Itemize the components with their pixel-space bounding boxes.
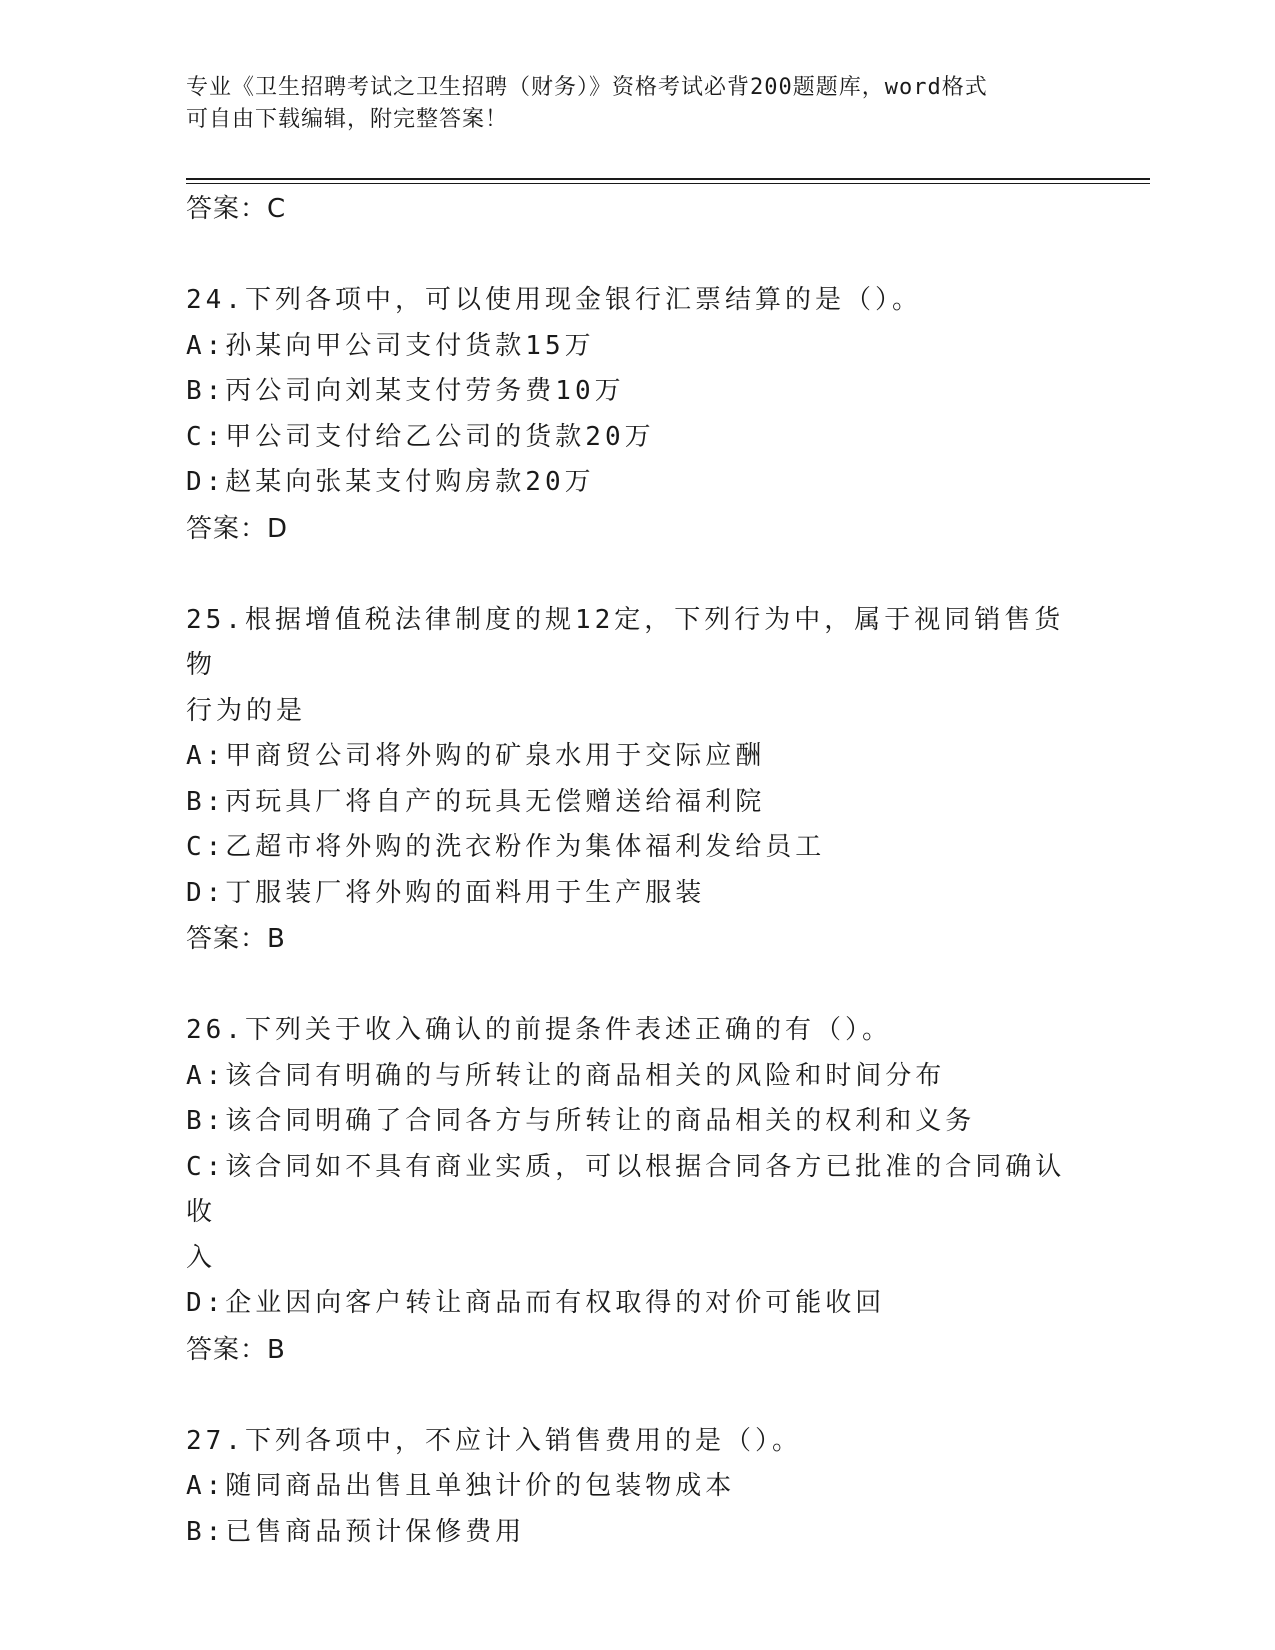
question-stem: 24.下列各项中，可以使用现金银行汇票结算的是（）。 — [186, 285, 922, 315]
header-rule-thin — [186, 183, 1150, 184]
option-c: C:甲公司支付给乙公司的货款20万 — [186, 421, 655, 452]
option-a: A:甲商贸公司将外购的矿泉水用于交际应酬 — [186, 741, 766, 771]
question-24 — [186, 278, 1086, 552]
answer-line: 答案：C — [186, 194, 287, 224]
question-26 — [186, 1008, 1086, 1373]
header-rule-thick — [186, 178, 1150, 180]
option-b: B:丙公司向刘某支付劳务费10万 — [186, 376, 625, 406]
option-a: A:孙某向甲公司支付货款15万 — [186, 330, 595, 361]
option-b: B:丙玩具厂将自产的玩具无偿赠送给福利院 — [186, 786, 766, 817]
option-c-continued: 入 — [186, 1242, 217, 1273]
question-25 — [186, 598, 1086, 963]
option-d: D:企业因向客户转让商品而有权取得的对价可能收回 — [186, 1288, 886, 1318]
option-d: D:丁服装厂将外购的面料用于生产服装 — [186, 877, 706, 908]
option-c: C:乙超市将外购的洗衣粉作为集体福利发给员工 — [186, 832, 826, 862]
option-b: B:该合同明确了合同各方与所转让的商品相关的权利和义务 — [186, 1106, 976, 1136]
document-header — [186, 72, 1066, 136]
header-line-1: 专业《卫生招聘考试之卫生招聘（财务）》资格考试必背200题题库，word格式 — [186, 75, 988, 100]
answer-line: 答案：D — [186, 513, 289, 544]
question-stem-continued: 行为的是 — [186, 695, 307, 726]
question-stem: 26.下列关于收入确认的前提条件表述正确的有（）。 — [186, 1015, 892, 1045]
answer-line: 答案：B — [186, 924, 286, 954]
question-stem: 25.根据增值税法律制度的规12定，下列行为中，属于视同销售货物 — [186, 604, 1065, 680]
header-line-2: 可自由下载编辑，附完整答案！ — [186, 107, 509, 132]
question-stem: 27.下列各项中，不应计入销售费用的是（）。 — [186, 1425, 802, 1456]
question-27 — [186, 1419, 1086, 1556]
option-c: C:该合同如不具有商业实质，可以根据合同各方已批准的合同确认收 — [186, 1151, 1066, 1227]
question-list — [186, 186, 1086, 1601]
option-a: A:该合同有明确的与所转让的商品相关的风险和时间分布 — [186, 1060, 946, 1091]
option-b: B:已售商品预计保修费用 — [186, 1516, 526, 1547]
answer-line: 答案：B — [186, 1334, 286, 1365]
option-d: D:赵某向张某支付购房款20万 — [186, 467, 595, 497]
option-a: A:随同商品出售且单独计价的包装物成本 — [186, 1471, 736, 1501]
